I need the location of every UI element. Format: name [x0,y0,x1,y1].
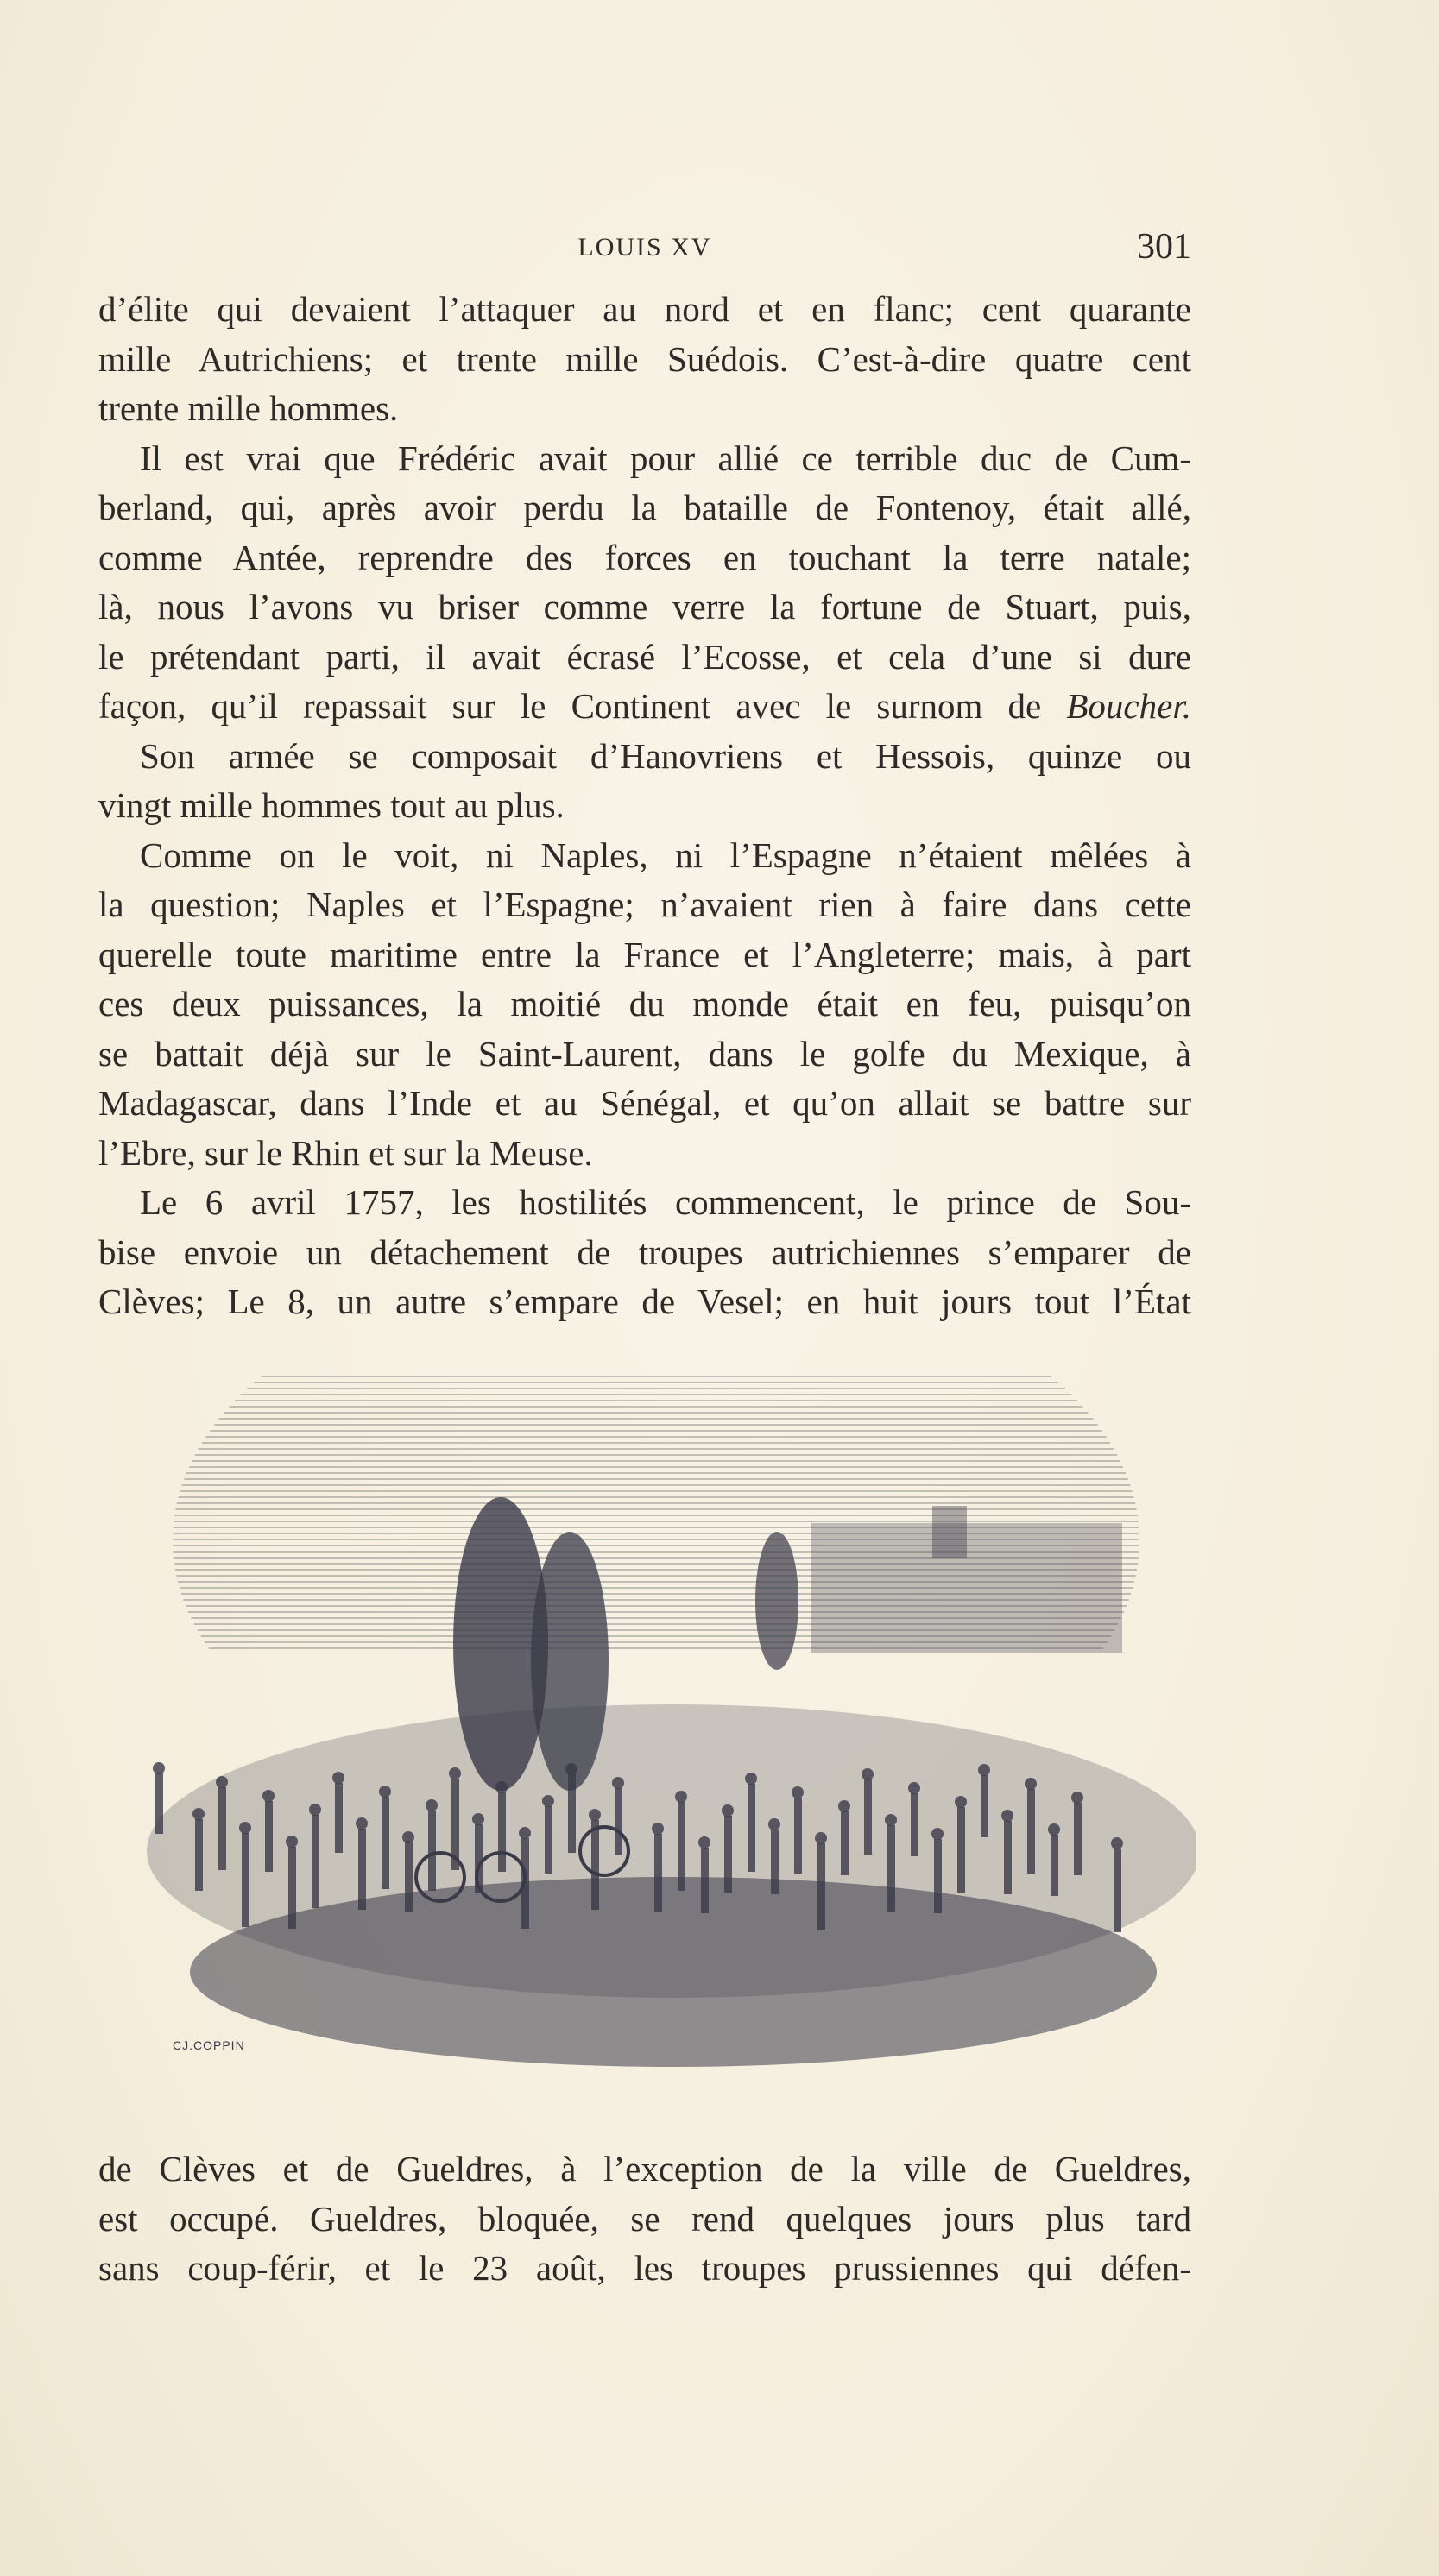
line-text: se battait déjà sur le Saint-Laurent, dans le golfe du Mexique, à [98,1033,1191,1074]
line-text: ces deux puissances, la moitié du monde était en feu, puisqu’on [98,984,1191,1023]
distant-tree [755,1532,798,1670]
running-title: LOUIS XV [577,233,712,261]
text-line [98,880,1191,930]
line-text: l’Ebre, sur le Rhin et sur la Meuse. [98,1132,593,1173]
line-text: est occupé. Gueldres, bloquée, se rend quelques jours plus tard [98,2198,1191,2239]
text-line [98,483,1191,533]
text-line [98,2244,1191,2294]
distant-town [811,1523,1122,1653]
text-line [98,583,1191,633]
body-text-top [98,285,1191,1327]
engraver-signature: CJ.COPPIN [173,2038,245,2052]
text-line [98,732,1191,782]
text-line [98,335,1191,385]
line-text: comme Antée, reprendre des forces en touchant la terre natale; [98,537,1191,577]
line-text: façon, qu’il repassait sur le Continent avec le surnom de [98,686,1042,726]
line-text: Il est vrai que Frédéric avait pour allié ce terrible duc de Cum- [140,438,1191,478]
text-line [98,2195,1191,2245]
line-text: Son armée se composait d’Hanovriens et Hessois, quinze ou [140,735,1191,776]
text-line [98,633,1191,683]
line-text: mille Autrichiens; et trente mille Suédois. C’est-à-dire quatre cent [98,338,1191,379]
text-line [98,285,1191,335]
text-line [98,434,1191,484]
foreground-ground [190,1877,1157,2067]
line-text: la question; Naples et l’Espagne; n’avaient rien à faire dans cette [98,885,1191,924]
page-number: 301 [1137,227,1191,267]
line-text: bise envoie un détachement de troupes autrichiennes s’emparer de [98,1231,1191,1272]
text-line [98,682,1191,732]
line-text: sans coup-férir, et le 23 août, les troupes prussiennes qui défen- [98,2248,1191,2288]
text-line [98,979,1191,1030]
line-text: Clèves; Le 8, un autre s’empare de Vesel; en huit jours tout l’État [98,1282,1191,1321]
line-text: le prétendant parti, il avait écrasé l’Ecosse, et cela d’une si dure [98,636,1191,677]
text-line [98,2145,1191,2195]
line-text: berland, qui, après avoir perdu la bataille de Fontenoy, était allé, [98,488,1191,527]
line-text: de Clèves et de Gueldres, à l’exception de la ville de Gueldres, [98,2149,1191,2189]
line-text: d’élite qui devaient l’attaquer au nord et en flanc; cent quarante [98,289,1191,329]
line-text: Comme on le voit, ni Naples, ni l’Espagne n’étaient mêlées à [140,835,1191,875]
line-text: Le 6 avril 1757, les hostilités commencent, le prince de Sou- [140,1182,1191,1222]
line-text: vingt mille hommes tout au plus. [98,785,565,825]
line-text: querelle toute maritime entre la France et l’Angleterre; mais, à part [98,934,1191,974]
soldier-head [153,1762,165,1774]
text-line [98,1030,1191,1080]
page-header [98,226,1191,269]
text-line [98,781,1191,831]
line-text: trente mille hommes. [98,388,399,428]
line-text: là, nous l’avons vu briser comme verre la fortune de Stuart, puis, [98,587,1191,627]
text-line [98,1228,1191,1278]
text-line [98,1129,1191,1179]
line-text: Madagascar, dans l’Inde et au Sénégal, et qu’on allait se battre sur [98,1083,1191,1123]
body-text-bottom [98,2145,1191,2294]
text-line [98,533,1191,583]
text-line [98,930,1191,980]
text-line [98,384,1191,434]
text-line [98,831,1191,881]
text-line [98,1277,1191,1327]
italic-word: Boucher. [1066,686,1191,726]
text-line [98,1079,1191,1129]
battle-engraving-illustration [121,1368,1196,2106]
text-line [98,1178,1191,1228]
